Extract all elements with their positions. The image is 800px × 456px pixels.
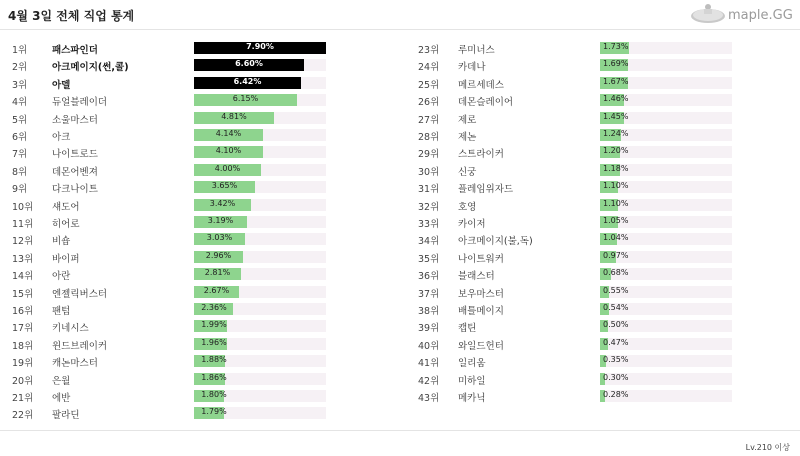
share-value-label: 2.36% [201, 303, 227, 312]
job-name[interactable]: 호영 [458, 201, 477, 213]
rank-label: 14위 [12, 271, 34, 283]
logo-text: maple.GG [728, 8, 793, 23]
share-value-label: 0.97% [603, 250, 629, 260]
job-name[interactable]: 듀얼블레이더 [52, 97, 108, 109]
ranking-row [12, 162, 326, 179]
level-footnote: Lv.210 이상 [745, 443, 790, 452]
ranking-row [12, 371, 326, 388]
ranking-row [418, 231, 732, 248]
job-name[interactable]: 아크메이지(썬,콜) [52, 62, 129, 74]
rank-label: 34위 [418, 236, 440, 248]
ranking-row [418, 336, 732, 353]
rank-label: 15위 [12, 288, 34, 300]
job-name[interactable]: 제로 [458, 114, 477, 126]
job-name[interactable]: 루미너스 [458, 45, 495, 56]
share-value-label: 1.20% [603, 146, 629, 156]
ranking-row [12, 92, 326, 109]
share-value-label: 1.24% [603, 129, 629, 138]
job-name[interactable]: 플레임위자드 [458, 184, 514, 196]
ranking-row [418, 127, 732, 144]
page-title: 4월 3일 전체 직업 통계 [8, 9, 135, 23]
rank-label: 30위 [418, 166, 440, 178]
rank-label: 21위 [12, 393, 34, 404]
rank-label: 26위 [418, 97, 440, 109]
ranking-row [12, 353, 326, 370]
ranking-row [12, 318, 326, 335]
ranking-row [12, 231, 326, 248]
job-name[interactable]: 아크 [52, 132, 71, 143]
rank-label: 38위 [418, 306, 440, 317]
job-name[interactable]: 은월 [52, 375, 71, 387]
ranking-row [418, 40, 732, 57]
job-name[interactable]: 바이퍼 [52, 253, 80, 265]
rank-label: 32위 [418, 201, 440, 213]
share-value-label: 1.69% [603, 59, 629, 69]
job-name[interactable]: 섀도어 [52, 201, 80, 213]
maple-gg-logo[interactable] [688, 3, 796, 25]
ranking-row [418, 249, 732, 266]
job-name[interactable]: 카이저 [458, 219, 486, 230]
share-value-label: 1.67% [603, 76, 629, 86]
ranking-row [418, 75, 732, 92]
ranking-row [12, 284, 326, 301]
job-name[interactable]: 팬텀 [52, 306, 71, 317]
job-name[interactable]: 팔라딘 [52, 410, 80, 422]
share-value-label: 1.80% [201, 390, 227, 399]
ranking-row [12, 144, 326, 161]
ranking-row [418, 179, 732, 196]
rank-label: 11위 [12, 219, 34, 230]
share-value-label: 4.14% [215, 129, 242, 138]
rank-label: 40위 [418, 340, 440, 352]
ranking-row [418, 57, 732, 74]
share-value-label: 4.81% [221, 111, 247, 121]
ranking-row [418, 353, 732, 370]
job-name[interactable]: 보우마스터 [458, 288, 504, 300]
divider [0, 430, 800, 431]
ranking-row [418, 162, 732, 179]
rank-label: 4위 [12, 97, 28, 109]
job-name[interactable]: 데몬슬레이어 [458, 97, 514, 109]
job-name[interactable]: 아란 [52, 271, 71, 283]
ranking-row [12, 388, 326, 405]
job-name[interactable]: 나이트워커 [458, 253, 504, 265]
share-value-label: 0.50% [603, 320, 629, 330]
rank-label: 23위 [418, 45, 440, 56]
rank-label: 27위 [418, 114, 440, 126]
ranking-row [12, 214, 326, 231]
job-name[interactable]: 키네시스 [52, 323, 89, 335]
job-name[interactable]: 캐논마스터 [52, 358, 98, 370]
share-value-label: 1.04% [603, 233, 629, 243]
ranking-row [418, 318, 732, 335]
job-name[interactable]: 비숍 [52, 236, 71, 248]
rank-label: 2위 [12, 62, 28, 74]
job-name[interactable]: 와일드헌터 [458, 340, 504, 352]
share-value-label: 7.90% [246, 42, 274, 51]
job-name[interactable]: 엔젤릭버스터 [52, 288, 108, 300]
share-value-label: 0.35% [603, 355, 629, 365]
share-value-label: 3.65% [211, 181, 238, 191]
rank-label: 7위 [12, 149, 28, 161]
ranking-row [418, 110, 732, 127]
job-name[interactable]: 다크나이트 [52, 184, 98, 196]
job-name[interactable]: 나이트로드 [52, 149, 98, 161]
share-value-label: 6.42% [233, 76, 262, 86]
share-value-label: 3.42% [209, 198, 236, 208]
job-name[interactable]: 소울마스터 [52, 114, 98, 126]
ranking-row [418, 144, 732, 161]
share-value-label: 1.46% [603, 94, 629, 104]
rank-label: 12위 [12, 236, 34, 248]
rank-label: 13위 [12, 253, 34, 265]
ranking-row [418, 92, 732, 109]
share-value-label: 0.30% [603, 372, 629, 382]
ranking-row [12, 40, 326, 57]
job-name[interactable]: 데몬어벤져 [52, 166, 98, 178]
share-value-label: 3.19% [207, 216, 234, 225]
share-value-label: 1.10% [603, 198, 629, 208]
share-value-label: 2.67% [203, 285, 230, 295]
rank-label: 9위 [12, 184, 28, 196]
share-value-label: 1.05% [603, 216, 629, 225]
ranking-row [418, 301, 732, 318]
ranking-row [418, 371, 732, 388]
share-value-label: 1.96% [201, 337, 227, 347]
ranking-row [12, 249, 326, 266]
ranking-row [418, 214, 732, 231]
rank-label: 17위 [12, 323, 34, 335]
share-value-label: 1.99% [201, 320, 227, 330]
rank-label: 10위 [12, 201, 34, 213]
share-value-label: 3.03% [206, 233, 233, 243]
rank-label: 20위 [12, 375, 34, 387]
rank-label: 36위 [418, 271, 440, 283]
job-name[interactable]: 아크메이지(불,독) [458, 236, 533, 248]
ranking-row [12, 266, 326, 283]
share-value-label: 1.10% [603, 181, 629, 191]
share-value-label: 0.28% [603, 390, 629, 399]
rank-label: 33위 [418, 219, 440, 230]
rank-label: 39위 [418, 323, 440, 335]
rank-label: 22위 [12, 410, 34, 422]
rank-label: 16위 [12, 306, 34, 317]
rank-label: 8위 [12, 166, 28, 178]
rank-label: 18위 [12, 340, 34, 352]
rank-label: 42위 [418, 375, 440, 387]
share-value-label: 6.15% [232, 94, 259, 104]
ranking-row [418, 284, 732, 301]
job-name[interactable]: 캡틴 [458, 323, 477, 335]
job-name[interactable]: 히어로 [52, 219, 80, 230]
mushroom-icon [688, 3, 728, 25]
job-name[interactable]: 제논 [458, 132, 477, 143]
share-value-label: 4.10% [215, 146, 242, 156]
rank-label: 31위 [418, 184, 440, 196]
ranking-row [12, 197, 326, 214]
job-name[interactable]: 에반 [52, 393, 71, 404]
share-value-label: 4.00% [214, 163, 241, 173]
share-value-label: 1.86% [201, 372, 227, 382]
share-value-label: 0.54% [603, 303, 629, 312]
ranking-row [12, 75, 326, 92]
share-value-label: 1.45% [603, 111, 629, 121]
job-name[interactable]: 패스파인더 [52, 45, 98, 56]
share-value-label: 1.73% [603, 42, 629, 51]
ranking-row [418, 197, 732, 214]
job-name[interactable]: 윈드브레이커 [52, 340, 108, 352]
share-value-label: 2.96% [205, 250, 232, 260]
header-bar [0, 0, 800, 30]
rank-label: 28위 [418, 132, 440, 143]
rank-label: 35위 [418, 253, 440, 265]
rank-label: 1위 [12, 45, 28, 56]
rank-label: 29위 [418, 149, 440, 161]
ranking-row [418, 388, 732, 405]
share-value-label: 0.47% [603, 337, 629, 347]
job-name[interactable]: 일리움 [458, 358, 486, 370]
rank-label: 24위 [418, 62, 440, 74]
job-name[interactable]: 아델 [52, 79, 71, 91]
share-value-label: 0.68% [603, 268, 629, 278]
job-name[interactable]: 배틀메이지 [458, 306, 504, 317]
share-value-label: 0.55% [603, 285, 629, 295]
rank-label: 5위 [12, 114, 28, 126]
rank-label: 41위 [418, 358, 440, 370]
ranking-row [418, 266, 732, 283]
ranking-row [12, 405, 326, 422]
rank-label: 3위 [12, 79, 28, 91]
rank-label: 19위 [12, 358, 34, 370]
ranking-row [12, 301, 326, 318]
job-name[interactable]: 카데나 [458, 62, 486, 74]
job-name[interactable]: 미하일 [458, 375, 486, 387]
share-value-label: 1.88% [201, 355, 227, 365]
job-name[interactable]: 신궁 [458, 166, 477, 178]
job-name[interactable]: 메르세데스 [458, 79, 504, 91]
share-value-label: 1.18% [603, 163, 629, 173]
job-name[interactable]: 블래스터 [458, 271, 495, 283]
ranking-row [12, 127, 326, 144]
rank-label: 25위 [418, 79, 440, 91]
rank-label: 37위 [418, 288, 440, 300]
ranking-row [12, 179, 326, 196]
ranking-row [12, 336, 326, 353]
share-value-label: 6.60% [235, 59, 263, 69]
ranking-row [12, 110, 326, 127]
rank-label: 43위 [418, 393, 440, 404]
share-value-label: 1.79% [201, 407, 227, 417]
job-name[interactable]: 메카닉 [458, 393, 486, 404]
ranking-row [12, 57, 326, 74]
rank-label: 6위 [12, 132, 28, 143]
share-value-label: 2.81% [204, 268, 231, 278]
job-name[interactable]: 스트라이커 [458, 149, 504, 161]
